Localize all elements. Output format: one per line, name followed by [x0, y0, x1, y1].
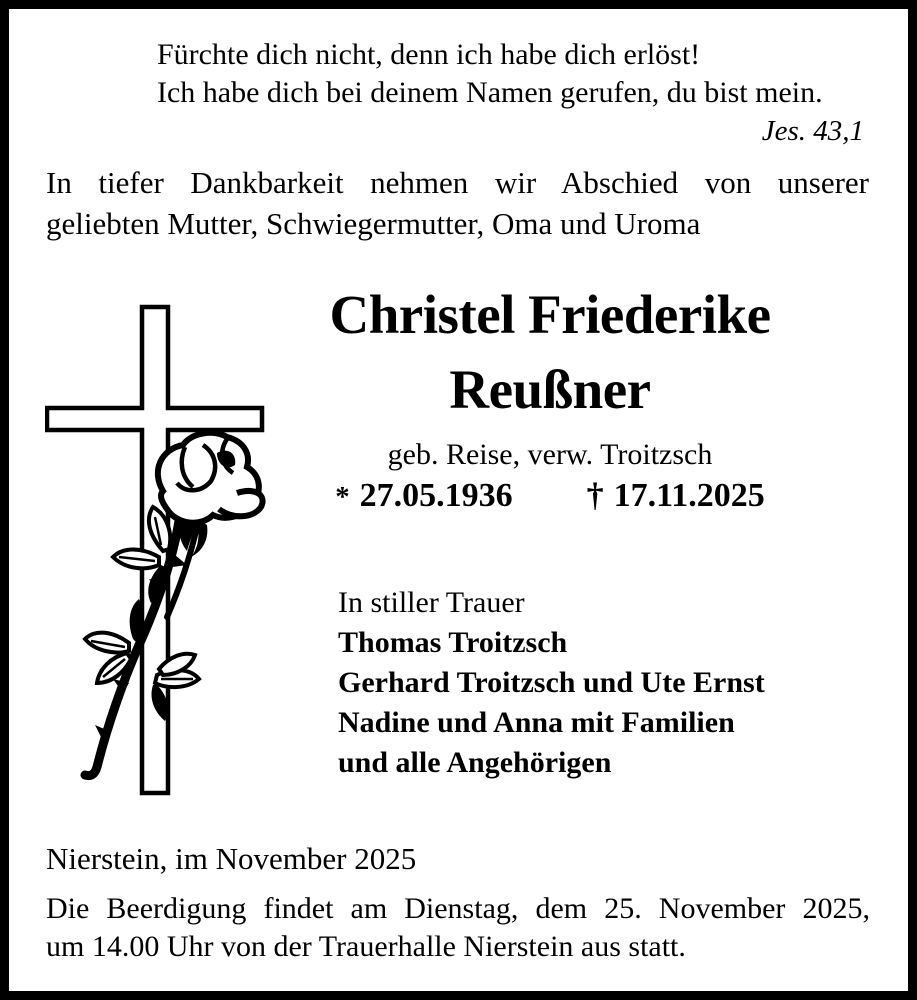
funeral-line-1: Die Beerdigung findet am Dienstag, dem 25. November 2025,: [46, 892, 870, 925]
cross-rose-icon: [45, 295, 275, 820]
scripture-line-1: Fürchte dich nicht, denn ich habe dich erlöst!: [157, 38, 701, 71]
notice-sheet: [9, 9, 908, 991]
mourner-name: Nadine und Anna mit Familien: [338, 706, 735, 739]
place-date-line: Nierstein, im November 2025: [46, 841, 417, 876]
deceased-first-names: Christel Friederike: [329, 284, 771, 345]
intro-block: [46, 162, 869, 244]
birth-star-icon: *: [335, 481, 350, 513]
rose-bloom: [158, 433, 263, 523]
birth-date: 27.05.1936: [359, 477, 513, 514]
scripture-block: [157, 36, 864, 150]
death-date: 17.11.2025: [613, 477, 765, 514]
rose-icon: [85, 433, 263, 776]
birth-note: geb. Reise, verw. Troitzsch: [387, 438, 713, 471]
intro-line-1: In tiefer Dankbarkeit nehmen wir Abschied von unserer: [46, 165, 869, 200]
scripture-reference: Jes. 43,1: [761, 115, 864, 147]
mourner-name: Gerhard Troitzsch und Ute Ernst: [338, 666, 765, 699]
memorial-block: [280, 277, 820, 518]
cross-icon: [47, 307, 262, 793]
mourner-name: Thomas Troitzsch: [338, 626, 568, 659]
mourning-heading: In stiller Trauer: [338, 586, 525, 619]
funeral-line-2: um 14.00 Uhr von der Trauerhalle Nierstein aus statt.: [46, 930, 686, 963]
deceased-last-name: Reußner: [449, 359, 651, 420]
scripture-line-2: Ich habe dich bei deinem Namen gerufen, du bist mein.: [157, 76, 823, 109]
mourning-block: [338, 583, 765, 783]
birth-date-group: [335, 475, 512, 518]
funeral-info-block: [46, 890, 870, 966]
intro-line-2: geliebten Mutter, Schwiegermutter, Oma und Uroma: [46, 206, 701, 241]
dagger-icon: †: [586, 477, 604, 514]
death-date-group: [587, 475, 765, 518]
life-dates-row: [280, 475, 820, 518]
mourner-name: und alle Angehörigen: [338, 746, 612, 779]
